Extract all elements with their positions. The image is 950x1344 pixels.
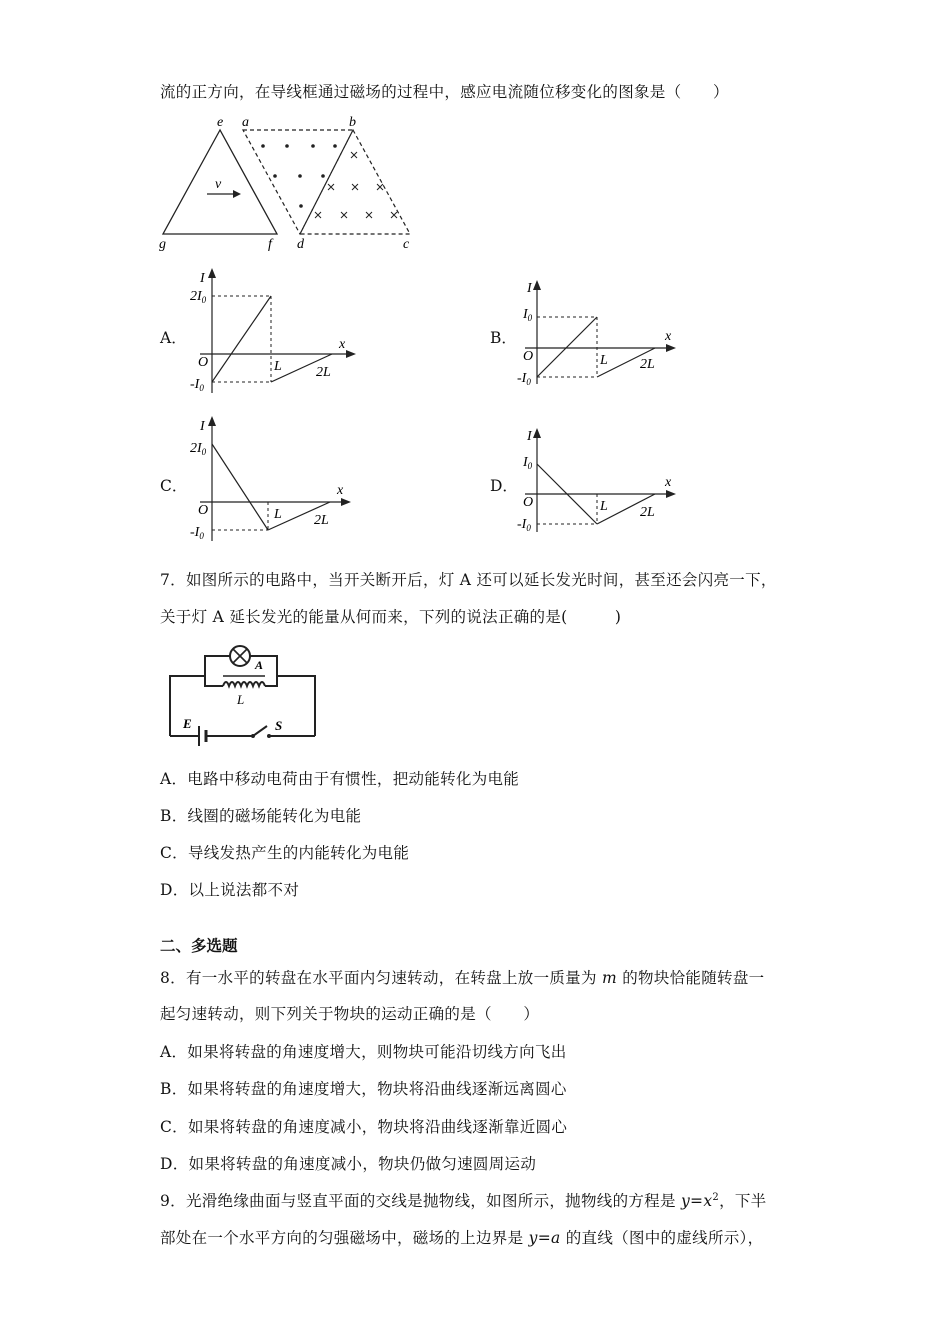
tick-L: L — [600, 499, 608, 514]
q6-option-d-graph[interactable] — [515, 428, 685, 538]
q8-option-d[interactable]: D．如果将转盘的角速度减小，物块仍做匀速圆周运动 — [160, 1155, 537, 1173]
label-b: b — [349, 115, 356, 130]
y-axis-label: I — [200, 271, 205, 286]
x-axis-label: x — [339, 337, 346, 352]
q6-option-a-graph[interactable] — [190, 268, 360, 398]
tick-2L: 2L — [316, 365, 331, 380]
origin-label: O — [198, 503, 209, 518]
label-a: a — [242, 115, 249, 130]
x-axis-label: x — [665, 475, 672, 490]
label-d: d — [297, 237, 304, 252]
q6-option-c-label[interactable]: C． — [160, 477, 188, 495]
lamp-label: A — [255, 658, 264, 672]
q9-line1: 9．光滑绝缘曲面与竖直平面的交线是抛物线，如图所示，抛物线的方程是 $y=x^2$，下半 — [160, 1191, 767, 1210]
q7-option-c[interactable]: C．导线发热产生的内能转化为电能 — [160, 844, 410, 862]
label-e: e — [217, 115, 224, 130]
tick-bottom: $-I_0$ — [517, 517, 531, 533]
inductor-label: L — [237, 692, 245, 707]
q7-line2: 关于灯 A 延长发光的能量从何而来，下列的说法正确的是( ) — [160, 608, 622, 626]
tick-L: L — [600, 353, 608, 368]
q9-line2: 部处在一个水平方向的匀强磁场中，磁场的上边界是 y=a 的直线（图中的虚线所示）， — [160, 1229, 764, 1247]
origin-label: O — [523, 495, 534, 510]
q7-line1: 7．如图所示的电路中，当开关断开后，灯 A 还可以延长发光时间，甚至还会闪亮一下， — [160, 571, 777, 589]
y-axis-label: I — [200, 419, 205, 434]
q6-option-c-graph[interactable] — [190, 416, 360, 546]
q8-line1: 8．有一水平的转盘在水平面内匀速转动，在转盘上放一质量为 m 的物块恰能随转盘一 — [160, 969, 765, 987]
x-axis-label: x — [337, 483, 344, 498]
q8-option-c[interactable]: C．如果将转盘的角速度减小，物块将沿曲线逐渐靠近圆心 — [160, 1118, 568, 1136]
q7-circuit — [165, 638, 325, 748]
q8-option-a[interactable]: A．如果将转盘的角速度增大，则物块可能沿切线方向飞出 — [160, 1043, 567, 1061]
label-c: c — [403, 237, 410, 252]
tick-top: $I_0$ — [523, 455, 533, 471]
switch-icon — [253, 726, 267, 736]
tick-2L: 2L — [314, 513, 329, 528]
field-dots — [261, 144, 337, 208]
tick-top: $2I_0$ — [190, 289, 207, 305]
label-g: g — [159, 237, 166, 252]
origin-label: O — [198, 355, 209, 370]
q8-line2: 起匀速转动，则下列关于物块的运动正确的是（ ） — [160, 1005, 540, 1023]
y-axis-label: I — [527, 281, 532, 296]
origin-label: O — [523, 349, 534, 364]
y-axis-label: I — [527, 429, 532, 444]
field-crosses — [315, 152, 397, 218]
q7-option-d[interactable]: D．以上说法都不对 — [160, 881, 300, 899]
tick-2L: 2L — [640, 505, 655, 520]
tick-top: $2I_0$ — [190, 441, 207, 457]
label-f: f — [268, 237, 272, 252]
switch-label: S — [275, 718, 283, 733]
q7-option-b[interactable]: B．线圈的磁场能转化为电能 — [160, 807, 362, 825]
tick-2L: 2L — [640, 357, 655, 372]
q6-stem-tail: 流的正方向，在导线框通过磁场的过程中，感应电流随位移变化的图象是（ ） — [160, 83, 729, 101]
tick-L: L — [274, 359, 282, 374]
q6-figure — [155, 112, 425, 252]
x-axis-label: x — [665, 329, 672, 344]
q6-option-a-label[interactable]: A． — [160, 329, 187, 347]
tick-bottom: $-I_0$ — [517, 371, 531, 387]
section-heading-multi-choice: 二、多选题 — [160, 937, 238, 955]
tick-L: L — [274, 507, 282, 522]
q6-option-b-graph[interactable] — [515, 280, 685, 390]
q7-option-a[interactable]: A．电路中移动电荷由于有惯性，把动能转化为电能 — [160, 770, 520, 788]
label-v: v — [215, 177, 222, 192]
tick-bottom: $-I_0$ — [190, 377, 204, 393]
q8-option-b[interactable]: B．如果将转盘的角速度增大，物块将沿曲线逐渐远离圆心 — [160, 1080, 567, 1098]
q6-option-d-label[interactable]: D． — [490, 477, 518, 495]
inductor-icon — [223, 682, 265, 686]
battery-label: E — [183, 716, 192, 731]
tick-top: $I_0$ — [523, 307, 533, 323]
tick-bottom: $-I_0$ — [190, 525, 204, 541]
q6-option-b-label[interactable]: B． — [490, 329, 517, 347]
